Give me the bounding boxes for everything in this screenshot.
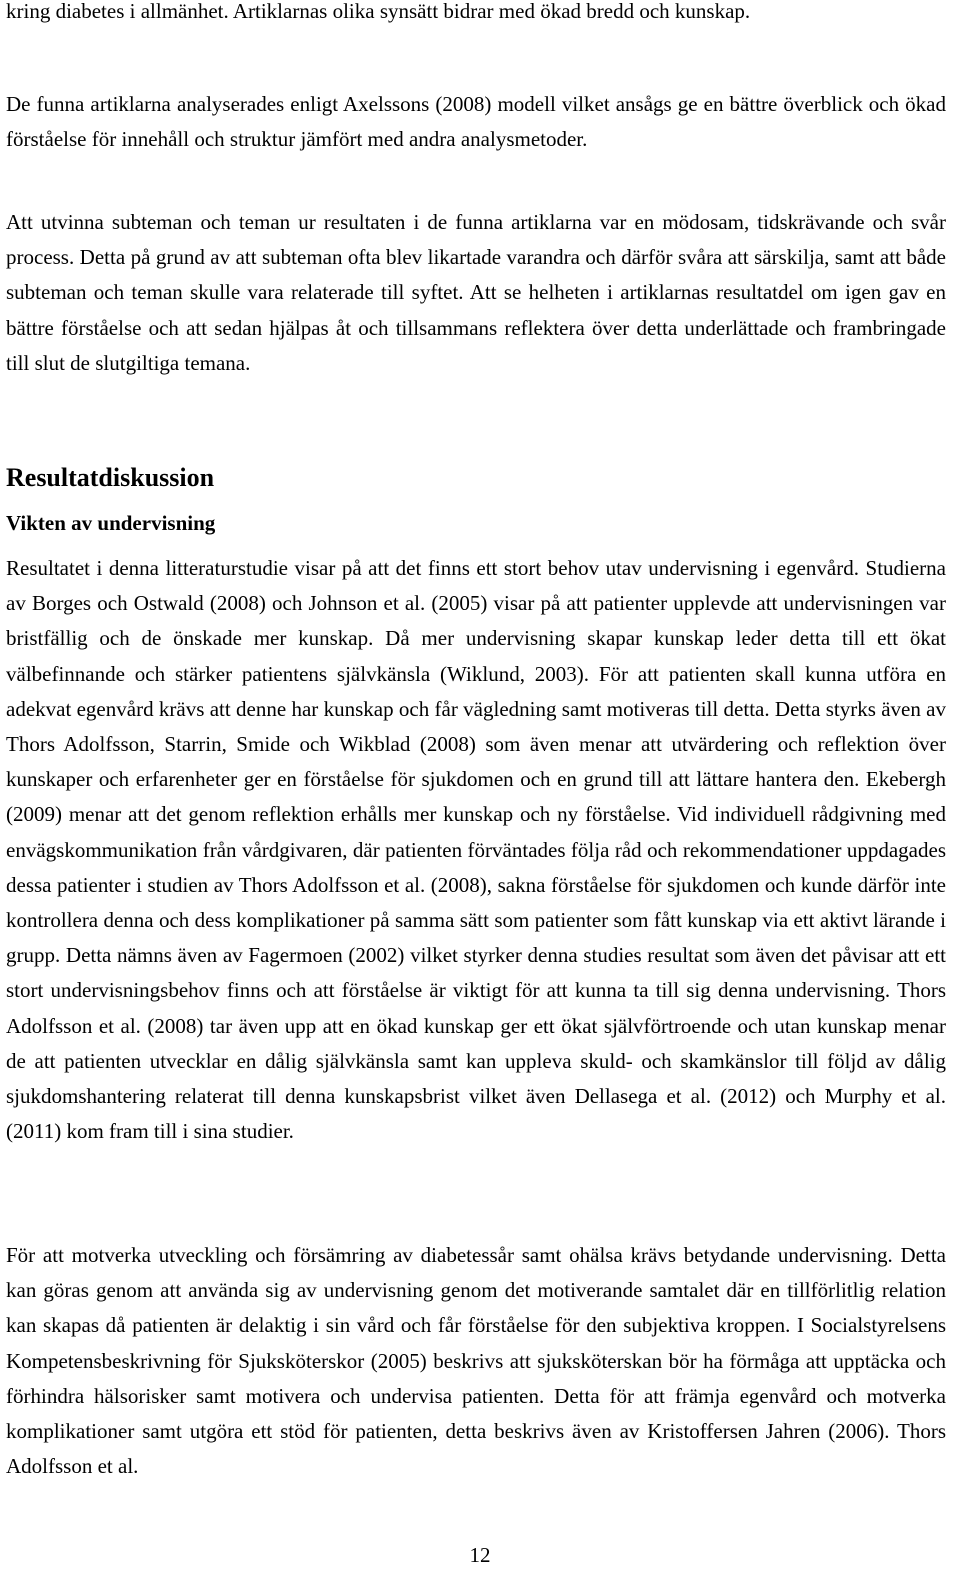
section-heading: Resultatdiskussion xyxy=(6,463,215,492)
paragraph-diabetes-wounds: För att motverka utveckling och försämring av diabetessår samt ohälsa krävs betydande undervisning. Detta kan göras genom att använda sig av undervisning genom det motiverande samtalet där en tillförlitlig relation kan skapas då patienten är delaktig i sin vård och får förståelse för den subjektiva kroppen. I Socialstyrelsens Kompetensbeskrivning för Sjuksköterskor (2005) beskrivs att sjuksköterskan bör ha förmåga att upptäcka och förhindra hälsorisker samt motivera och undervisa patienten. Detta för att främja egenvård och motverka komplikationer samt utgöra ett stöd för patienten, detta beskrivs även av Kristoffersen Jahren (2006). Thors Adolfsson et al. xyxy=(6,1243,946,1479)
paragraph-analysis-process: Att utvinna subteman och teman ur resultaten i de funna artiklarna var en mödosam, tidskrävande och svår process. Detta på grund av att subteman ofta blev likartade varandra och därför svåra att särskilja, samt att både subteman och teman skulle vara relaterade till syftet. Att se helheten i artiklarnas resultatdel om igen gav en bättre förståelse och att sedan hjälpas åt och tillsammans reflektera över detta underlättade och frambringade till slut de slutgiltiga temana. xyxy=(6,210,946,375)
paragraph-analysis-method: De funna artiklarna analyserades enligt Axelssons (2008) modell vilket ansågs ge en bättre överblick och ökad förståelse för innehåll och struktur jämfört med andra analysmetoder. xyxy=(6,92,946,152)
paragraph-intro-continuation: kring diabetes i allmänhet. Artiklarnas olika synsätt bidrar med ökad bredd och kunskap. xyxy=(6,0,751,23)
paragraph-teaching-importance: Resultatet i denna litteraturstudie visar på att det finns ett stort behov utav undervisning i egenvård. Studierna av Borges och Ostwald (2008) och Johnson et al. (2005) visar på att patienter upplevde att undervisningen var bristfällig och de önskade mer kunskap. Då mer undervisning skapar kunskap leder detta till ett ökat välbefinnande och stärker patientens självkänsla (Wiklund, 2003). För att patienten skall kunna utföra en adekvat egenvård krävs att denne har kunskap och får vägledning samt motiveras till detta. Detta styrks även av Thors Adolfsson, Starrin, Smide och Wikblad (2008) som även menar att utvärdering och reflektion över kunskaper och erfarenheter ger en förståelse för sjukdomen och en grund till att lättare hantera den. Ekebergh (2009) menar att det genom reflektion erhålls mer kunskap och ny förståelse. Vid individuell rådgivning med envägskommunikation från vårdgivaren, där patienten förväntades följa råd och rekommendationer uppdagades dessa patienter i studien av Thors Adolfsson et al. (2008), sakna förståelse för sjukdomen och kunde därför inte kontrollera denna och dess komplikationer på samma sätt som patienter som fått kunskap via ett aktivt lärande i grupp. Detta nämns även av Fagermoen (2002) vilket styrker denna studies resultat som även det påvisar att ett stort undervisningsbehov finns och att förståelse är viktigt för att kunna ta till sig denna undervisning. Thors Adolfsson et al. (2008) tar även upp att en ökad kunskap ger ett ökat självförtroende och utan kunskap menar de att patienten utvecklar en dålig självkänsla samt kan uppleva skuld- och skamkänslor till följd av dålig sjukdomshantering relaterat till denna kunskapsbrist vilket även Dellasega et al. (2012) och Murphy et al. (2011) kom fram till i sina studier. xyxy=(6,556,946,1144)
subsection-heading: Vikten av undervisning xyxy=(6,511,216,535)
page-number: 12 xyxy=(469,1543,491,1567)
